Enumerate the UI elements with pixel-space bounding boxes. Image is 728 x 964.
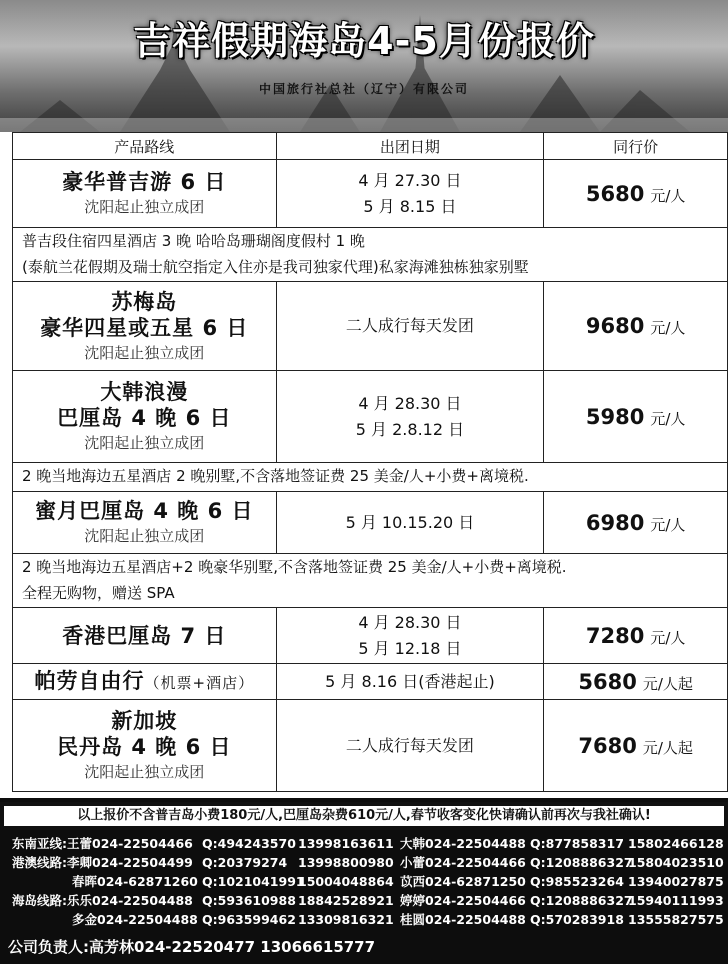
route-name-main: 帕劳自由行 — [34, 668, 145, 693]
route-cell — [13, 371, 277, 462]
contact-qq: Q:494243570 — [202, 836, 296, 851]
date-cell — [277, 160, 545, 227]
date-cell — [277, 371, 545, 462]
date-cell — [277, 700, 545, 791]
contact-name-phone: 海岛线路:乐乐024-22504488 — [12, 893, 193, 908]
contact-name-phone: 港澳线路:李卿024-22504499 — [12, 855, 193, 870]
route-name: 巴厘岛 4 晚 6 日 — [57, 406, 232, 430]
company-subtitle: 中国旅行社总社（辽宁）有限公司 — [258, 82, 469, 96]
price-cell — [544, 160, 728, 227]
note-line: 2 晚当地海边五星酒店 2 晚别墅,不含落地签证费 25 美金/人+小费+离境税. — [22, 467, 529, 485]
date-line: 5 月 8.16 日(香港起止) — [325, 671, 495, 691]
route-name: 民丹岛 4 晚 6 日 — [57, 735, 232, 759]
price-table — [12, 132, 728, 792]
route-cell — [13, 492, 277, 553]
contact-mobile: 15940111993 — [628, 893, 724, 908]
contact-name-phone: 桂圆024-22504488 — [400, 912, 526, 927]
price-cell — [544, 608, 728, 663]
price-unit: 元/人起 — [642, 738, 693, 757]
route-name: 蜜月巴厘岛 4 晚 6 日 — [35, 499, 254, 523]
price-value: 9680 — [585, 314, 645, 338]
departure-note: 沈阳起止独立成团 — [84, 527, 205, 545]
contact-mobile: 15802466128 — [628, 836, 724, 851]
note-line: (泰航兰花假期及瑞士航空指定入住亦是我司独家代理)私家海滩独栋独家别墅 — [22, 258, 529, 276]
contact-qq: Q:1208886327 — [530, 855, 633, 870]
contact-mobile: 15804023510 — [628, 855, 724, 870]
header-date: 出团日期 — [277, 133, 545, 159]
price-unit: 元/人 — [650, 319, 686, 337]
manager-contact: 公司负责人:高芳林024-22520477 13066615777 — [8, 938, 376, 956]
date-line: 5 月 12.18 日 — [358, 638, 462, 658]
contact-name-phone: 春晖024-62871260 — [72, 874, 198, 889]
contact-mobile: 13940027875 — [628, 874, 724, 889]
disclaimer-text: 以上报价不含普吉岛小费180元/人,巴厘岛杂费610元/人,春节收客变化快请确认前再次与我社确认! — [4, 806, 724, 826]
contact-mobile: 15004048864 — [298, 874, 394, 889]
price-value: 6980 — [585, 510, 645, 535]
contact-list — [12, 834, 722, 929]
contact-name-phone: 大韩024-22504488 — [400, 836, 526, 851]
contact-qq: Q:570283918 — [530, 912, 624, 927]
route-name — [35, 668, 255, 696]
contact-qq: Q:877858317 — [530, 836, 624, 851]
price-value: 7280 — [585, 623, 645, 648]
table-row — [12, 371, 728, 463]
contact-qq: Q:985523264 — [530, 874, 624, 889]
price-cell — [544, 700, 728, 791]
route-name: 苏梅岛 — [111, 289, 178, 314]
phuket-note — [12, 228, 728, 282]
price-cell — [544, 371, 728, 462]
page-title: 吉祥假期海岛4-5月份报价 — [133, 19, 595, 63]
route-cell — [13, 700, 277, 791]
route-cell — [13, 664, 277, 699]
table-row — [12, 700, 728, 792]
contact-mobile: 13555827575 — [628, 912, 724, 927]
table-header-row — [12, 133, 728, 160]
departure-note: 沈阳起止独立成团 — [84, 434, 205, 452]
header-banner — [0, 0, 728, 132]
note-line: 普吉段住宿四星酒店 3 晚 哈哈岛珊瑚阁度假村 1 晚 — [22, 232, 365, 250]
table-row — [12, 282, 728, 371]
contact-name-phone: 多金024-22504488 — [72, 912, 198, 927]
price-value: 5680 — [585, 181, 645, 206]
date-line: 4 月 28.30 日 — [358, 612, 462, 632]
price-cell — [544, 664, 728, 699]
contact-qq: Q:1208886327 — [530, 893, 633, 908]
departure-note: 沈阳起止独立成团 — [84, 343, 205, 362]
contact-name-phone: 小蕾024-22504466 — [400, 855, 526, 870]
date-line: 二人成行每天发团 — [345, 735, 474, 755]
date-line: 5 月 10.15.20 日 — [345, 512, 475, 532]
contact-row — [12, 834, 722, 853]
contact-name-phone: 婷婷024-22504466 — [400, 893, 526, 908]
price-cell — [544, 492, 728, 553]
price-unit: 元/人 — [650, 409, 686, 428]
contact-row — [12, 853, 722, 872]
price-unit: 元/人 — [650, 515, 686, 534]
header-price: 同行价 — [544, 133, 728, 159]
contact-row — [12, 891, 722, 910]
date-cell — [277, 492, 545, 553]
date-cell — [277, 282, 545, 370]
price-value: 5680 — [578, 669, 637, 694]
price-value: 5980 — [585, 404, 645, 429]
contact-mobile: 13309816321 — [298, 912, 394, 927]
price-unit: 元/人起 — [642, 674, 693, 693]
route-cell — [13, 160, 277, 227]
route-name-suffix: （机票+酒店） — [144, 673, 255, 692]
contact-footer — [0, 798, 728, 964]
bali-korea-note — [12, 463, 728, 492]
contact-qq: Q:593610988 — [202, 893, 296, 908]
route-name: 豪华普吉游 6 日 — [62, 170, 227, 194]
note-line: 全程无购物，赠送 SPA — [22, 584, 175, 602]
contact-mobile: 13998163611 — [298, 836, 394, 851]
table-row — [12, 664, 728, 700]
date-cell — [277, 664, 545, 699]
table-row — [12, 160, 728, 228]
contact-qq: Q:1021041991 — [202, 874, 305, 889]
route-cell — [13, 608, 277, 663]
price-unit: 元/人 — [650, 186, 686, 205]
route-name: 大韩浪漫 — [100, 380, 189, 404]
table-row — [12, 608, 728, 664]
contact-mobile: 18842528921 — [298, 893, 394, 908]
contact-name-phone: 东南亚线:王蕾024-22504466 — [12, 836, 193, 851]
header-route: 产品路线 — [13, 133, 277, 159]
route-cell — [13, 282, 277, 370]
contact-name-phone: 苡西024-62871250 — [400, 874, 526, 889]
price-cell — [544, 282, 728, 370]
date-line: 4 月 27.30 日 — [358, 170, 462, 190]
contact-qq: Q:963599462 — [202, 912, 296, 927]
contact-qq: Q:20379274 — [202, 855, 288, 870]
note-line: 2 晚当地海边五星酒店+2 晚豪华别墅,不含落地签证费 25 美金/人+小费+离境税. — [22, 558, 567, 576]
departure-note: 沈阳起止独立成团 — [84, 763, 205, 781]
route-name: 香港巴厘岛 7 日 — [62, 623, 227, 648]
contact-row — [12, 872, 722, 891]
bali-honeymoon-note — [12, 554, 728, 608]
price-unit: 元/人 — [650, 628, 686, 647]
route-name: 新加坡 — [111, 709, 178, 733]
departure-note: 沈阳起止独立成团 — [84, 198, 205, 216]
date-line: 二人成行每天发团 — [345, 316, 474, 335]
date-line: 5 月 8.15 日 — [363, 196, 457, 216]
price-value: 7680 — [578, 733, 637, 758]
date-cell — [277, 608, 545, 663]
date-line: 5 月 2.8.12 日 — [355, 419, 465, 439]
table-row — [12, 492, 728, 554]
contact-mobile: 13998800980 — [298, 855, 394, 870]
route-name: 豪华四星或五星 6 日 — [40, 315, 249, 340]
contact-row — [12, 910, 722, 929]
date-line: 4 月 28.30 日 — [358, 393, 462, 413]
